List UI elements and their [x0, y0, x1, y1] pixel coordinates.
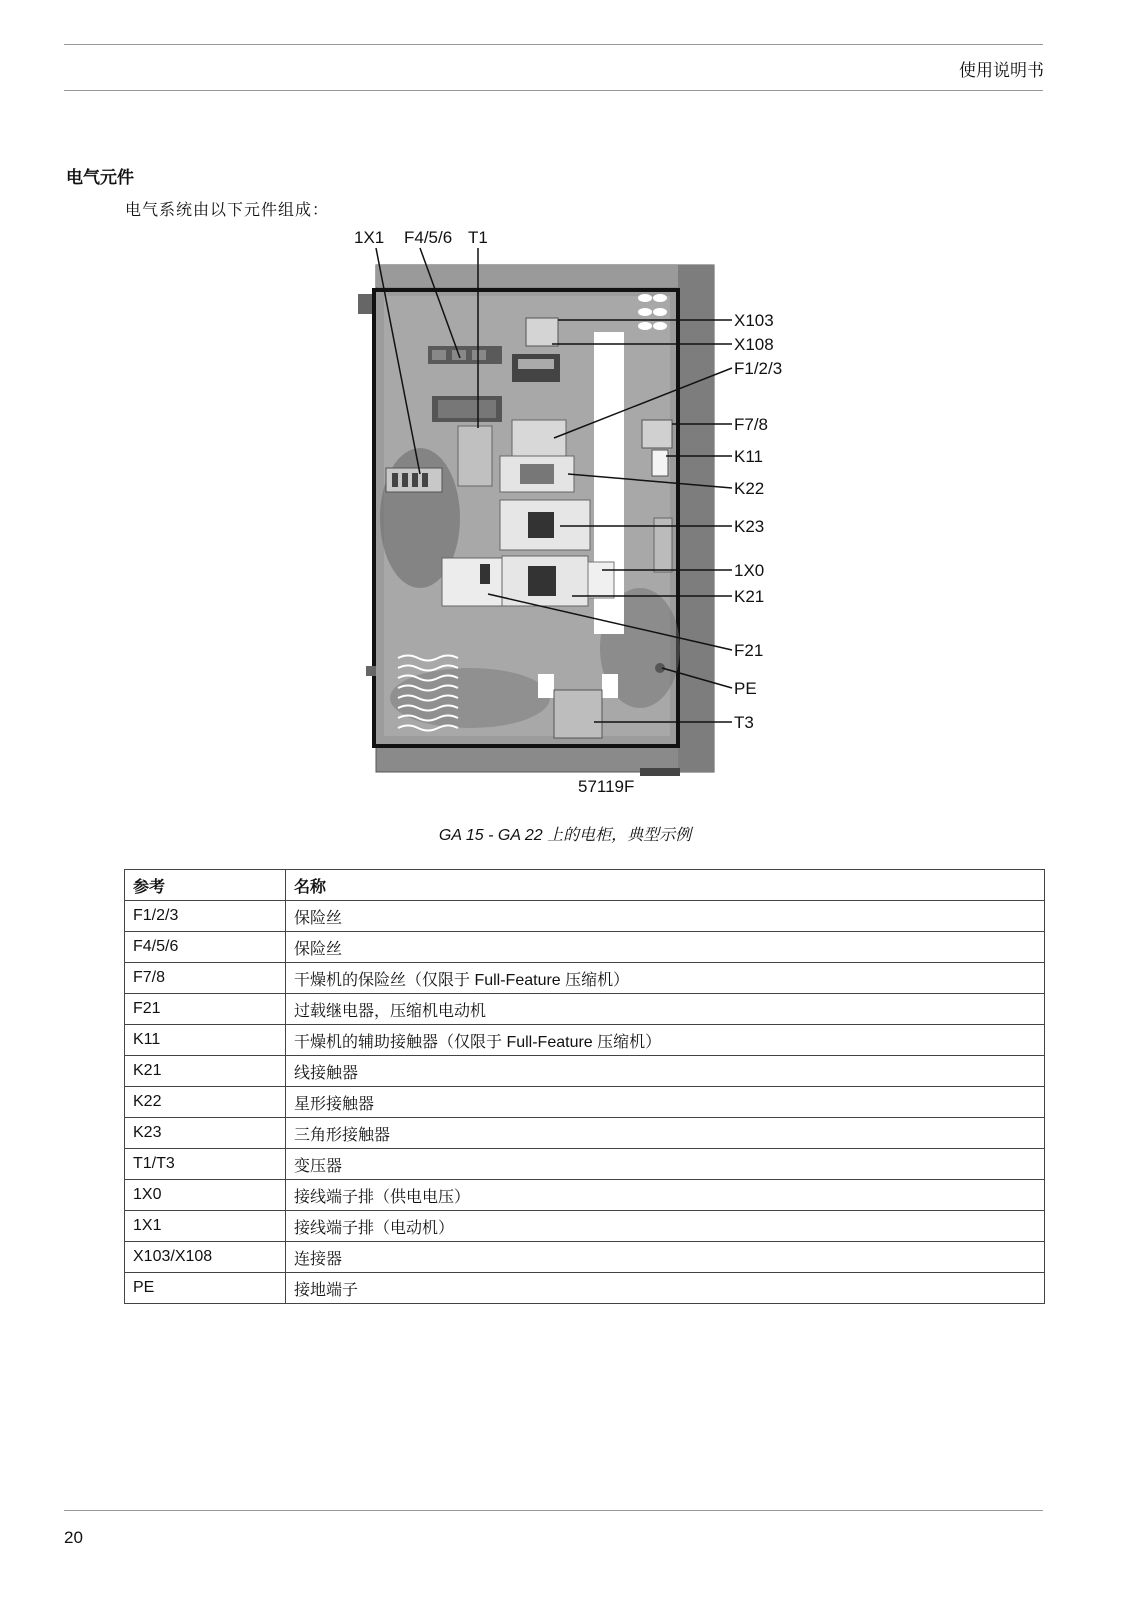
table-row — [125, 1273, 1045, 1304]
header-rule-bottom — [64, 90, 1043, 91]
row-ref: K22 — [125, 1087, 286, 1118]
row-ref: K11 — [125, 1025, 286, 1056]
table-row — [125, 1118, 1045, 1149]
figure-label-pe: PE — [734, 679, 757, 698]
table-row — [125, 1242, 1045, 1273]
row-name: 星形接触器 — [286, 1087, 1045, 1118]
figure-id: 57119F — [578, 777, 635, 796]
figure-label-1x0: 1X0 — [734, 561, 765, 580]
table-row — [125, 963, 1045, 994]
header-rule-top — [64, 44, 1043, 45]
row-ref: 1X1 — [125, 1211, 286, 1242]
figure-label-f21: F21 — [734, 641, 764, 660]
row-ref: K23 — [125, 1118, 286, 1149]
row-ref: K21 — [125, 1056, 286, 1087]
row-ref: F4/5/6 — [125, 932, 286, 963]
figure-caption: GA 15 - GA 22 上的电柜，典型示例 — [438, 827, 692, 844]
row-ref: T1/T3 — [125, 1149, 286, 1180]
row-ref: F1/2/3 — [125, 901, 286, 932]
row-name: 干燥机的保险丝（仅限于 Full-Feature 压缩机） — [286, 963, 1045, 994]
row-ref: F21 — [125, 994, 286, 1025]
figure-label-f123: F1/2/3 — [734, 359, 783, 378]
table-row — [125, 1056, 1045, 1087]
footer-rule — [64, 1510, 1043, 1511]
figure-label-k23: K23 — [734, 517, 765, 536]
parts-table — [124, 869, 1045, 1304]
table-row — [125, 1180, 1045, 1211]
row-name: 三角形接触器 — [286, 1118, 1045, 1149]
figure-label-f456: F4/5/6 — [404, 228, 453, 247]
cabinet-figure — [340, 228, 810, 814]
row-name: 线接触器 — [286, 1056, 1045, 1087]
row-name: 过载继电器，压缩机电动机 — [286, 994, 1045, 1025]
row-name: 保险丝 — [286, 901, 1045, 932]
cabinet-drawing — [340, 228, 810, 814]
table-row — [125, 1025, 1045, 1056]
section-intro: 电气系统由以下元件组成： — [125, 200, 330, 219]
row-ref: F7/8 — [125, 963, 286, 994]
figure-label-t3: T3 — [734, 713, 754, 732]
figure-label-x103: X103 — [734, 311, 774, 330]
header-name: 名称 — [286, 870, 1045, 901]
page-number: 20 — [64, 1528, 83, 1547]
figure-label-k22: K22 — [734, 479, 765, 498]
figure-label-t1: T1 — [468, 228, 488, 247]
row-ref: PE — [125, 1273, 286, 1304]
figure-label-k11: K11 — [734, 447, 763, 466]
table-row — [125, 1087, 1045, 1118]
row-ref: 1X0 — [125, 1180, 286, 1211]
table-header-row — [125, 870, 1045, 901]
row-name: 接线端子排（供电电压） — [286, 1180, 1045, 1211]
row-name: 连接器 — [286, 1242, 1045, 1273]
row-name: 干燥机的辅助接触器（仅限于 Full-Feature 压缩机） — [286, 1025, 1045, 1056]
row-name: 接线端子排（电动机） — [286, 1211, 1045, 1242]
table-row — [125, 1149, 1045, 1180]
figure-label-k21: K21 — [734, 587, 765, 606]
figure-label-x108: X108 — [734, 335, 774, 354]
section-title: 电气元件 — [66, 168, 134, 188]
table-row — [125, 932, 1045, 963]
header-ref: 参考 — [125, 870, 286, 901]
table-row — [125, 901, 1045, 932]
row-name: 变压器 — [286, 1149, 1045, 1180]
header-title: 使用说明书 — [959, 61, 1044, 81]
row-name: 保险丝 — [286, 932, 1045, 963]
table-row — [125, 1211, 1045, 1242]
figure-label-f78: F7/8 — [734, 415, 769, 434]
table-row — [125, 994, 1045, 1025]
row-name: 接地端子 — [286, 1273, 1045, 1304]
row-ref: X103/X108 — [125, 1242, 286, 1273]
figure-label-1x1: 1X1 — [354, 228, 385, 247]
